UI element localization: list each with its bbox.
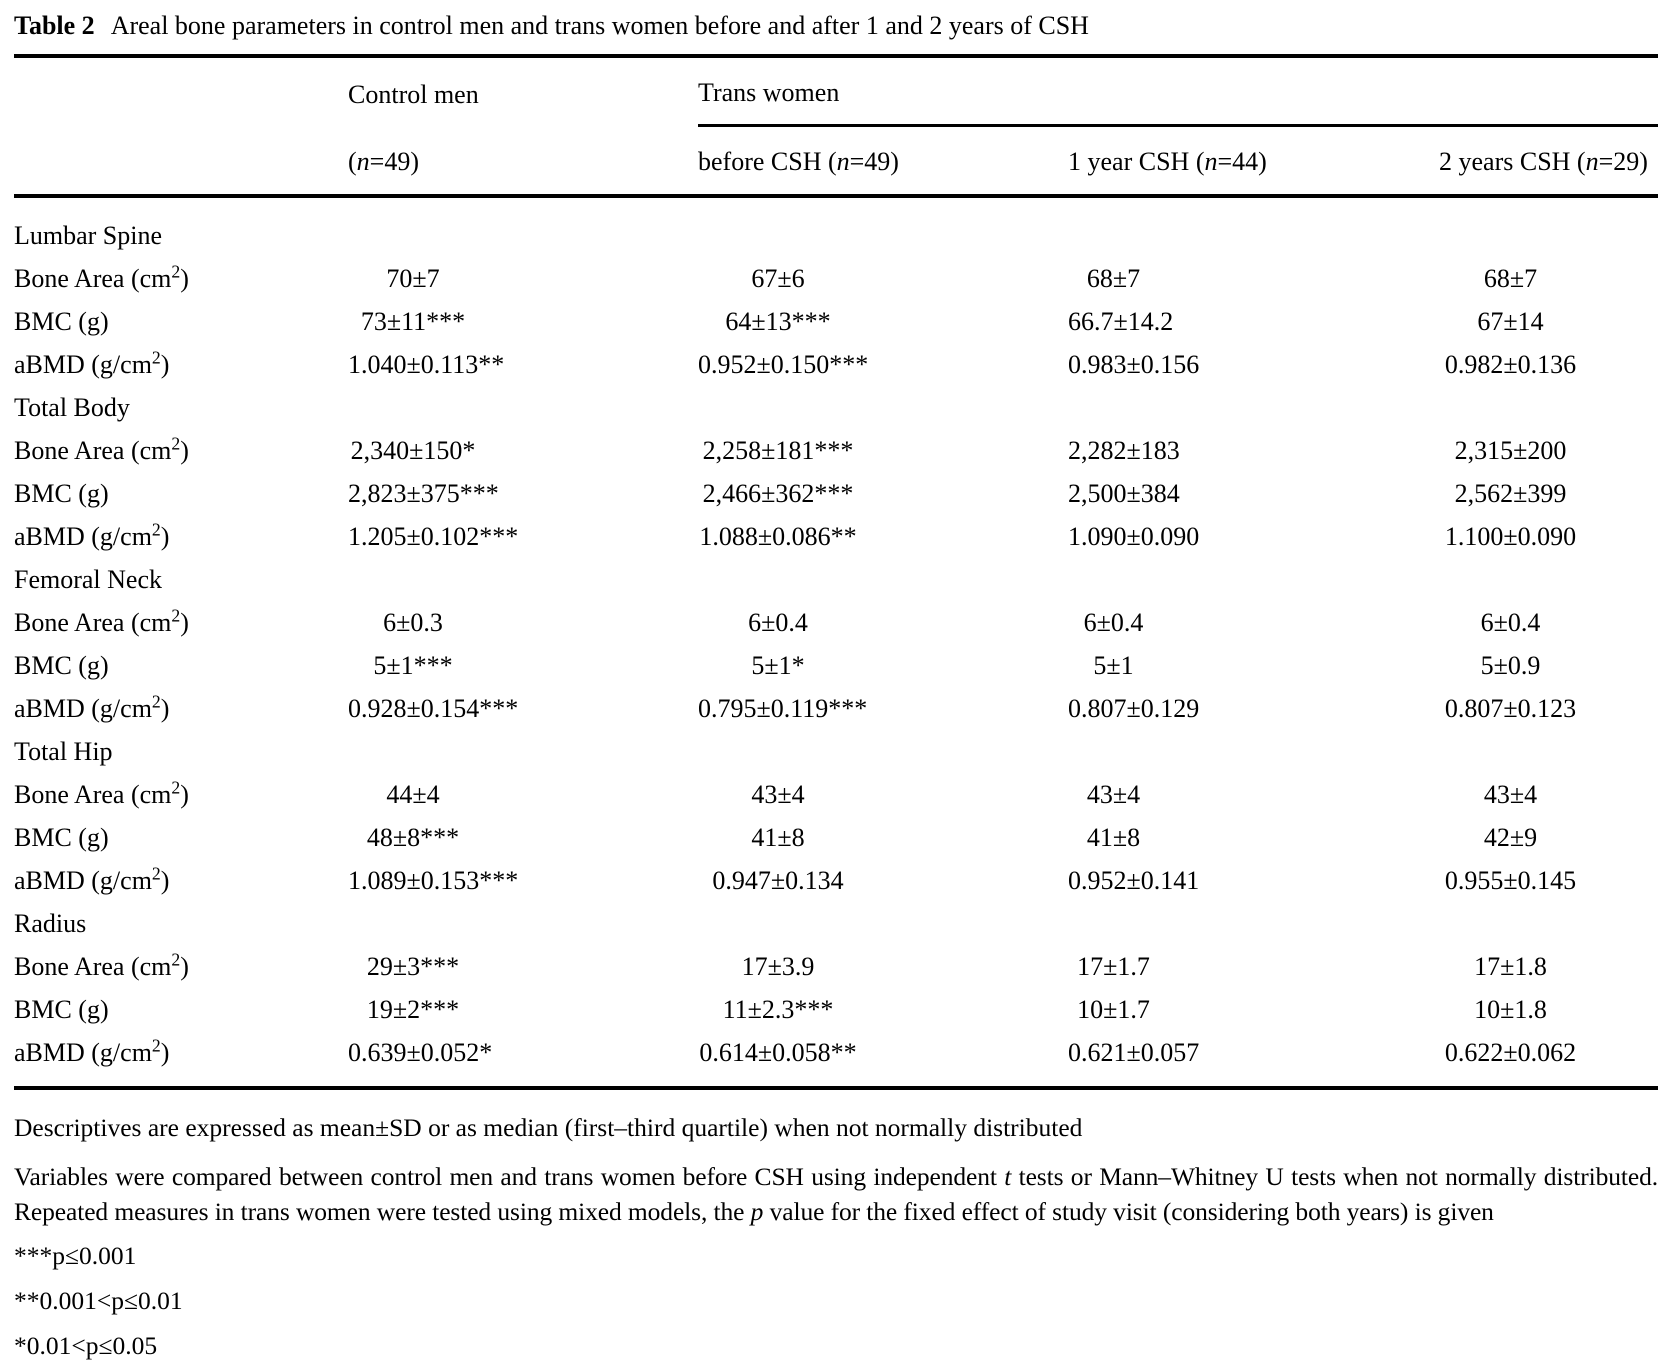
cell-value: 1.089±0.153*** [348, 866, 519, 895]
cell-value: 64±13*** [725, 307, 831, 336]
cell-value: 1.088±0.086** [699, 522, 857, 551]
row-label: aBMD $(g/cm^2)$ [14, 519, 170, 551]
footnote-methods: Variables were compared between control men and trans women before CSH using independent t tests or Mann–Whitney U tests when not normally distributed. Repeated measures in trans women were tested using mixed models, the p value for the fixed effect of study visit (considering both years) is given [14, 1162, 1659, 1226]
col-header-before-csh: before CSH (n=49) [698, 126, 1068, 197]
cell-value: 2,562±399 [1454, 479, 1567, 508]
cell-value: 6±0.3 [383, 608, 443, 637]
row-label: aBMD $(g/cm^2)$ [14, 691, 170, 723]
cell-value: 0.807±0.129 [1068, 694, 1200, 723]
section-header-row [14, 558, 1658, 601]
cell-value: 0.622±0.062 [1444, 1038, 1577, 1067]
cell-value: 1.040±0.113** [348, 350, 505, 379]
cell-value: 19±2*** [366, 995, 460, 1024]
row-label: Bone Area $(cm^2)$ [14, 261, 189, 293]
cell-value: 41±8 [751, 823, 805, 852]
section-header-row [14, 902, 1658, 945]
row-label: BMC (g) [14, 307, 109, 336]
table-footnotes [14, 1110, 1658, 1363]
row-label: aBMD $(g/cm^2)$ [14, 1035, 170, 1067]
col-header-1-year-csh: 1 year CSH (n=44) [1068, 126, 1439, 197]
cell-value: 0.928±0.154*** [348, 694, 519, 723]
col-group-control-men: Control men [348, 79, 479, 109]
section-label: Lumbar Spine [14, 221, 163, 250]
table-row [14, 601, 1658, 644]
table-row [14, 687, 1658, 730]
cell-value: 2,282±183 [1068, 436, 1180, 465]
cell-value: 5±0.9 [1480, 651, 1541, 680]
table-label: Table 2 [14, 11, 95, 40]
cell-value: 2,823±375*** [348, 479, 499, 508]
sub-header-row [14, 126, 1658, 197]
row-label: BMC (g) [14, 479, 109, 508]
empty-header-cell [14, 56, 348, 126]
group-header-row [14, 56, 1658, 126]
cell-value: 0.639±0.052* [348, 1038, 493, 1067]
table-row [14, 472, 1658, 515]
cell-value: 6±0.4 [748, 608, 808, 637]
table-row [14, 515, 1658, 558]
cell-value: 5±1*** [373, 651, 453, 680]
table-row [14, 1031, 1658, 1088]
table-row [14, 257, 1658, 300]
cell-value: 2,258±181*** [702, 436, 854, 465]
col-header-control-n: (n=49) [348, 126, 698, 197]
cell-value: 6±0.4 [1480, 608, 1541, 637]
table-row [14, 988, 1658, 1031]
row-label: Bone Area $(cm^2)$ [14, 777, 189, 809]
cell-value: 70±7 [386, 264, 440, 293]
cell-value: 2,315±200 [1454, 436, 1567, 465]
row-label: aBMD $(g/cm^2)$ [14, 347, 170, 379]
table-row [14, 300, 1658, 343]
row-label: BMC (g) [14, 995, 109, 1024]
row-label: BMC (g) [14, 823, 109, 852]
cell-value: 11±2.3*** [722, 995, 834, 1024]
table-row [14, 773, 1658, 816]
cell-value: 2,466±362*** [702, 479, 854, 508]
cell-value: 43±4 [751, 780, 805, 809]
row-label: BMC (g) [14, 651, 109, 680]
cell-value: 1.090±0.090 [1068, 522, 1200, 551]
section-header-row [14, 730, 1658, 773]
cell-value: 0.614±0.058** [699, 1038, 857, 1067]
cell-value: 10±1.8 [1474, 995, 1547, 1024]
cell-value: 5±1 [1093, 651, 1134, 680]
section-header-row [14, 196, 1658, 257]
cell-value: 73±11*** [360, 307, 466, 336]
cell-value: 0.947±0.134 [712, 866, 844, 895]
cell-value: 0.983±0.156 [1068, 350, 1200, 379]
table-caption-text: Areal bone parameters in control men and trans women before and after 1 and 2 years of CSH [110, 11, 1089, 40]
table-row [14, 859, 1658, 902]
table-caption [14, 10, 1658, 42]
cell-value: 43±4 [1483, 780, 1538, 809]
cell-value: 41±8 [1086, 823, 1141, 852]
cell-value: 0.982±0.136 [1444, 350, 1577, 379]
cell-value: 48±8*** [366, 823, 460, 852]
table-row [14, 945, 1658, 988]
table-header [14, 56, 1658, 196]
cell-value: 66.7±14.2 [1068, 307, 1174, 336]
cell-value: 17±1.7 [1077, 952, 1150, 981]
significance-note: *0.01<p≤0.05 [14, 1331, 158, 1360]
cell-value: 68±7 [1086, 264, 1141, 293]
section-label: Femoral Neck [14, 565, 163, 594]
cell-value: 2,340±150* [350, 436, 476, 465]
bone-parameters-table [14, 54, 1658, 1090]
cell-value: 43±4 [1086, 780, 1141, 809]
cell-value: 2,500±384 [1068, 479, 1180, 508]
row-label: aBMD $(g/cm^2)$ [14, 863, 170, 895]
cell-value: 1.205±0.102*** [348, 522, 519, 551]
section-label: Total Hip [14, 737, 113, 766]
cell-value: 17±3.9 [741, 952, 815, 981]
significance-notes [14, 1238, 1658, 1363]
cell-value: 67±14 [1477, 307, 1544, 336]
cell-value: 0.952±0.141 [1068, 866, 1200, 895]
cell-value: 1.100±0.090 [1444, 522, 1577, 551]
cell-value: 67±6 [751, 264, 805, 293]
footnote-descriptives: Descriptives are expressed as mean±SD or as median (first–third quartile) when not normally distributed [14, 1113, 1083, 1142]
col-header-2-years-csh: 2 years CSH (n=29) [1439, 126, 1658, 197]
table-row [14, 816, 1658, 859]
cell-value: 0.621±0.057 [1068, 1038, 1200, 1067]
significance-note: ***p≤0.001 [14, 1241, 137, 1270]
section-header-row [14, 386, 1658, 429]
section-label: Total Body [14, 393, 130, 422]
empty-header-cell [14, 126, 348, 197]
table-row [14, 644, 1658, 687]
table-row [14, 343, 1658, 386]
cell-value: 10±1.7 [1077, 995, 1150, 1024]
cell-value: 0.795±0.119*** [698, 694, 868, 723]
cell-value: 5±1* [751, 651, 805, 680]
cell-value: 29±3*** [366, 952, 460, 981]
table-body [14, 196, 1658, 1088]
cell-value: 44±4 [386, 780, 440, 809]
row-label: Bone Area $(cm^2)$ [14, 605, 189, 637]
cell-value: 17±1.8 [1474, 952, 1547, 981]
cell-value: 0.955±0.145 [1444, 866, 1577, 895]
cell-value: 6±0.4 [1083, 608, 1144, 637]
col-group-trans-women: Trans women [698, 56, 1658, 126]
cell-value: 42±9 [1483, 823, 1538, 852]
section-label: Radius [14, 909, 87, 938]
row-label: Bone Area $(cm^2)$ [14, 949, 189, 981]
cell-value: 68±7 [1483, 264, 1538, 293]
cell-value: 0.952±0.150*** [698, 350, 869, 379]
table-row [14, 429, 1658, 472]
cell-value: 0.807±0.123 [1444, 694, 1577, 723]
significance-note: **0.001<p≤0.01 [14, 1286, 183, 1315]
row-label: Bone Area $(cm^2)$ [14, 433, 189, 465]
